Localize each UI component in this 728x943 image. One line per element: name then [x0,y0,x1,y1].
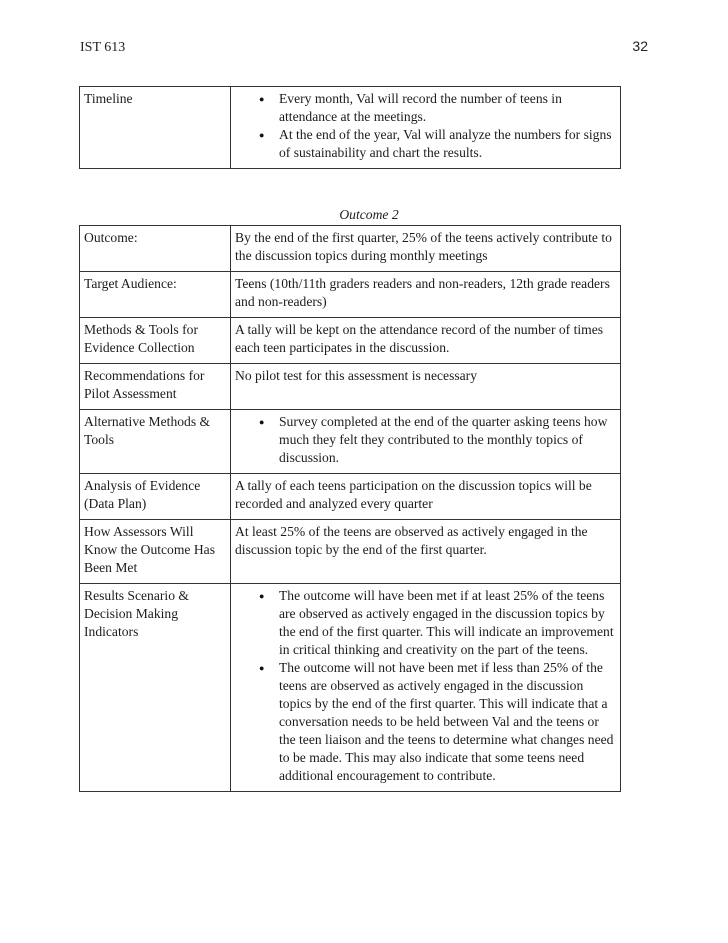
timeline-content [231,87,621,169]
row-label: Outcome: [80,226,231,272]
timeline-table [79,86,621,169]
table-row [80,272,621,318]
row-label: Methods & Tools for Evidence Collection [80,318,231,364]
timeline-bullets [235,90,617,162]
row-value: A tally will be kept on the attendance record of the number of times each teen participates in the discussion. [231,318,621,364]
table-row [80,410,621,474]
outcome-caption: Outcome 2 [339,207,399,222]
page-number: 32 [632,38,648,54]
row-value: Teens (10th/11th graders readers and non-readers, 12th grade readers and non-readers) [231,272,621,318]
table-row [80,364,621,410]
row-label: Alternative Methods & Tools [80,410,231,474]
row-value: By the end of the first quarter, 25% of the teens actively contribute to the discussion topics during monthly meetings [231,226,621,272]
row-label: Target Audience: [80,272,231,318]
bullet-item: ● Every month, Val will record the number of teens in attendance at the meetings. [279,90,617,126]
table-row [80,226,621,272]
row-label: How Assessors Will Know the Outcome Has Been Met [80,520,231,584]
row-label: Analysis of Evidence (Data Plan) [80,474,231,520]
timeline-label: Timeline [80,87,231,169]
table-row [80,520,621,584]
table-row [80,318,621,364]
row-label: Results Scenario & Decision Making Indicators [80,584,231,792]
row-value [231,584,621,792]
results-bullets [235,587,617,785]
bullet-item: ● The outcome will not have been met if less than 25% of the teens are observed as actively engaged in the discussion topics by the end of the first quarter. This will indicate that a conversation needs to be held between Val and the teens or the teen liaison and the teens to determine what changes need to be made. This may also indicate that some teens need additional encouragement to contribute. [279,659,617,785]
bullet-item: ● The outcome will have been met if at least 25% of the teens are observed as actively engaged in the discussion topics by the end of the first quarter. This will indicate an improvement in critical thinking and creativity on the part of the teens. [279,587,617,659]
bullet-item: ● Survey completed at the end of the quarter asking teens how much they felt they contributed to the monthly topics of discussion. [279,413,617,467]
alternative-bullets [235,413,617,467]
timeline-row [80,87,621,169]
outcome-table [79,225,621,792]
table-row [80,474,621,520]
course-header: IST 613 [80,40,126,55]
row-value: At least 25% of the teens are observed as actively engaged in the discussion topic by the end of the first quarter. [231,520,621,584]
table-row [80,584,621,792]
bullet-item: ● At the end of the year, Val will analyze the numbers for signs of sustainability and chart the results. [279,126,617,162]
row-label: Recommendations for Pilot Assessment [80,364,231,410]
row-value: A tally of each teens participation on the discussion topics will be recorded and analyzed every quarter [231,474,621,520]
row-value [231,410,621,474]
row-value: No pilot test for this assessment is necessary [231,364,621,410]
